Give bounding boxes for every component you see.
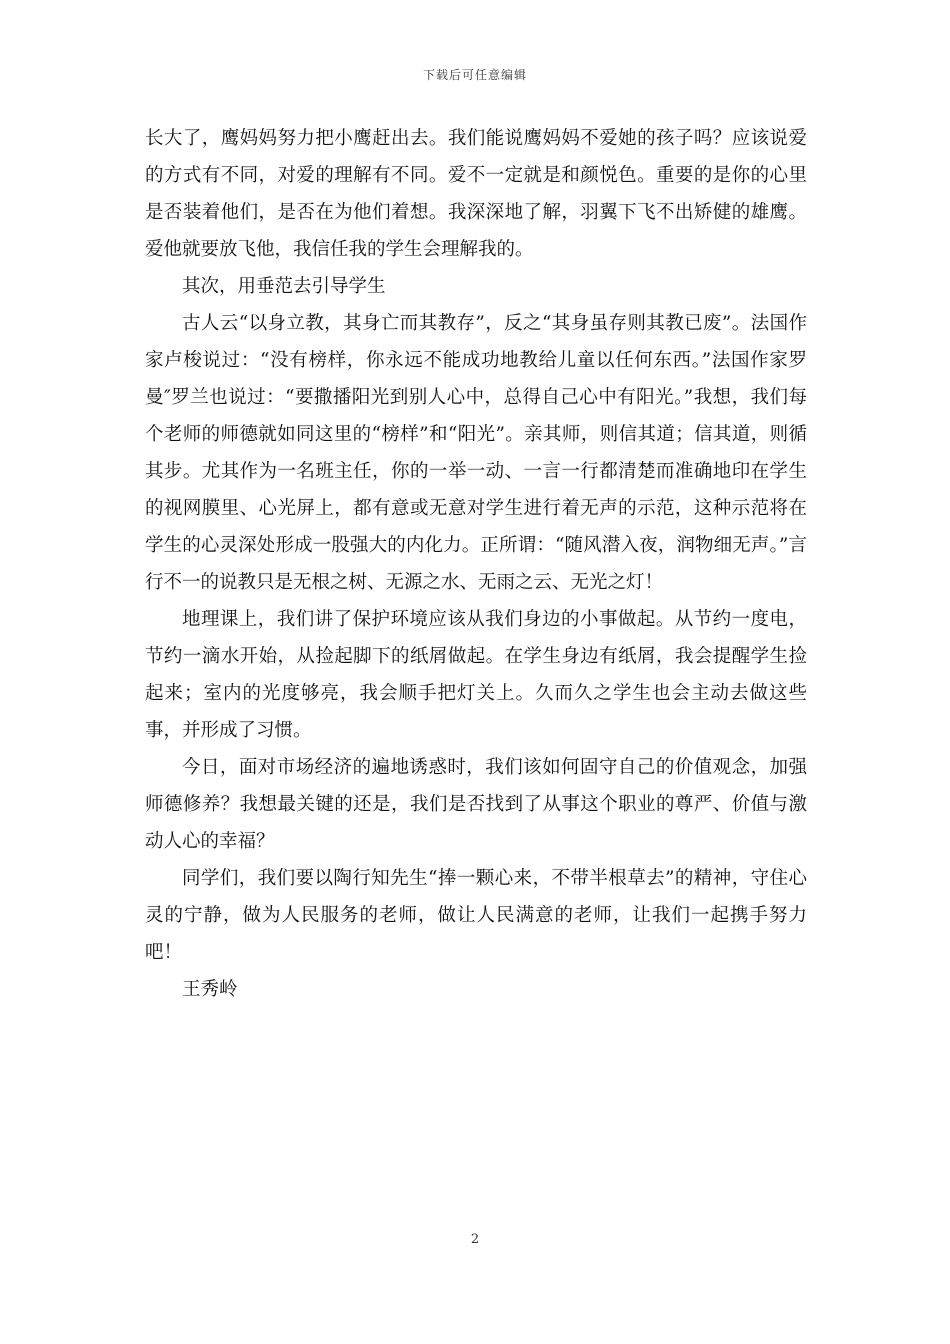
paragraph-market-economy: 今日，面对市场经济的遍地诱惑时，我们该如何固守自己的价值观念，加强师德修养？我想最关键的还是，我们是否找到了从事这个职业的尊严、价值与激动人心的幸福？ — [145, 757, 807, 852]
document-body — [145, 120, 807, 1008]
paragraph-closing-appeal: 同学们，我们要以陶行知先生“捧一颗心来，不带半根草去”的精神，守住心灵的宁静，做为人民服务的老师，做让人民满意的老师，让我们一起携手努力吧！ — [145, 868, 807, 963]
paragraph-eagle-love: 长大了，鹰妈妈努力把小鹰赶出去。我们能说鹰妈妈不爱她的孩子吗？应该说爱的方式有不同，对爱的理解有不同。爱不一定就是和颜悦色。重要的是你的心里是否装着他们，是否在为他们着想。我深深地了解，羽翼下飞不出矫健的雄鹰。爱他就要放飞他，我信任我的学生会理解我的。 — [145, 128, 807, 260]
section-heading-example: 其次，用垂范去引导学生 — [182, 276, 386, 297]
page-header: 下载后可任意编辑 — [422, 68, 527, 82]
paragraph-teach-by-example: 古人云“以身立教，其身亡而其教存”，反之“其身虽存则其教已废”。法国作家卢梭说过：“没有榜样，你永远不能成功地教给儿童以任何东西。”法国作家罗曼″罗兰也说过：“要撒播阳光到别人心中，总得自己心中有阳光。”我想，我们每个老师的师德就如同这里的“榜样”和“阳光”。亲其师，则信其道；信其道，则循其步。尤其作为一名班主任，你的一举一动、一言一行都清楚而准确地印在学生的视网膜里、心光屏上，都有意或无意对学生进行着无声的示范，这种示范将在学生的心灵深处形成一股强大的内化力。正所谓：“随风潜入夜，润物细无声。”言行不一的说教只是无根之树、无源之水、无雨之云、无光之灯！ — [145, 313, 807, 593]
page-number: 2 — [470, 1232, 480, 1247]
author-signature: 王秀岭 — [182, 979, 238, 1000]
paragraph-geography-class: 地理课上，我们讲了保护环境应该从我们身边的小事做起。从节约一度电，节约一滴水开始，从捡起脚下的纸屑做起。在学生身边有纸屑，我会提醒学生捡起来；室内的光度够亮，我会顺手把灯关上。久而久之学生也会主动去做这些事，并形成了习惯。 — [145, 609, 807, 741]
